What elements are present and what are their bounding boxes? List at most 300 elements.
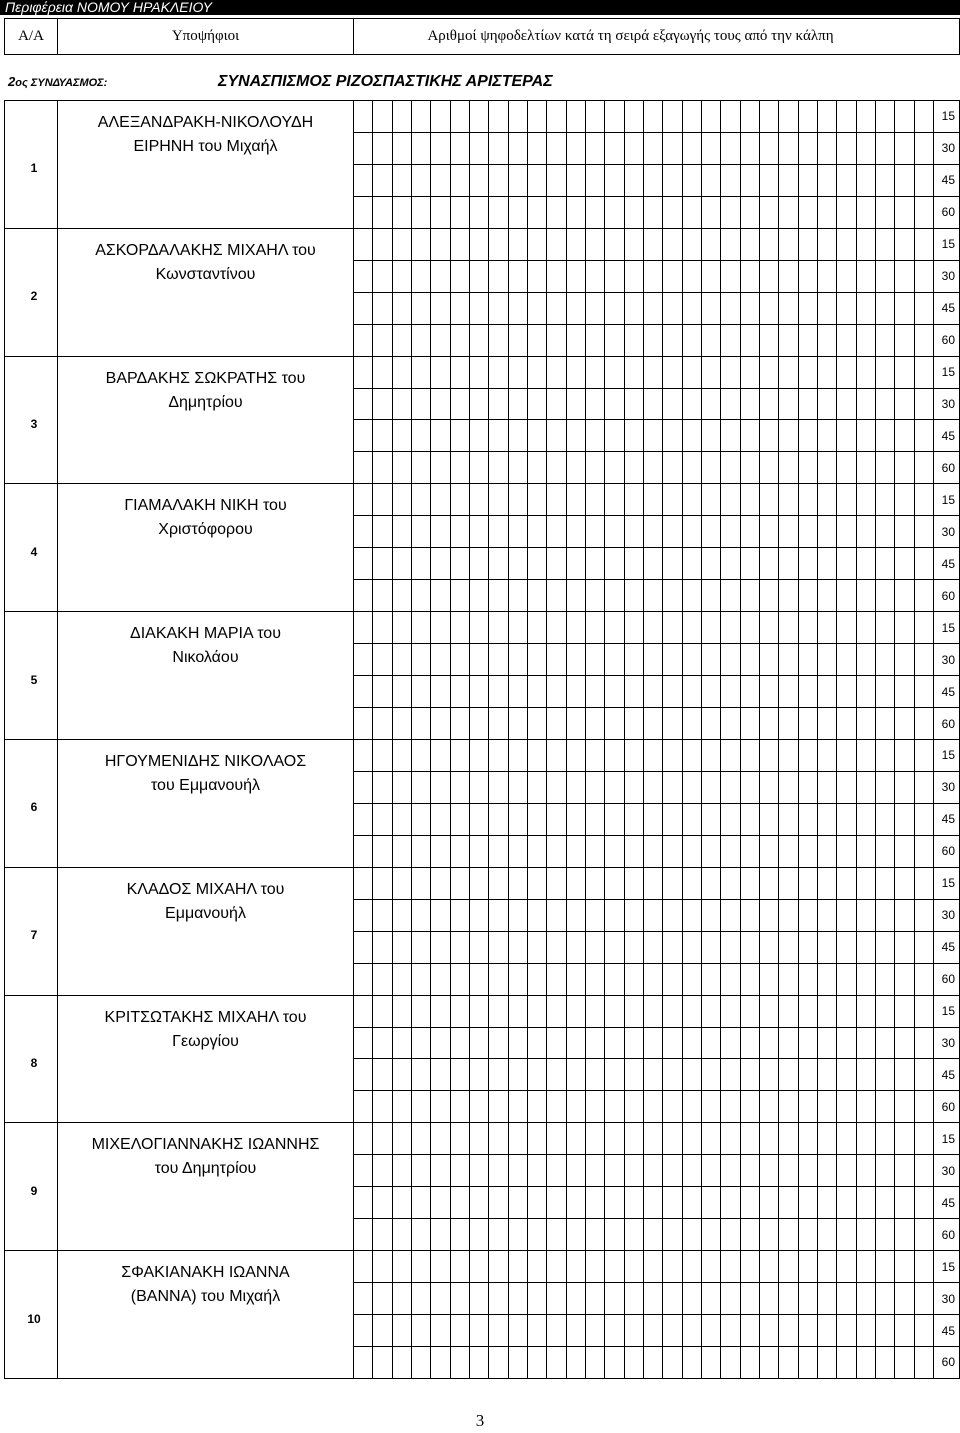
ballot-number-cell xyxy=(837,229,856,261)
ballot-number-cell xyxy=(373,452,392,484)
ballot-number-cell xyxy=(741,293,760,325)
ballot-number-cell xyxy=(567,1155,586,1187)
ballot-number-cell xyxy=(567,708,586,740)
ballot-number-cell xyxy=(702,1091,721,1123)
candidate-number: 2 xyxy=(5,229,58,357)
ballot-number-cell xyxy=(567,452,586,484)
candidate-name-line-1: ΔΙΑΚΑΚΗ ΜΑΡΙΑ του xyxy=(130,625,281,643)
coalition-ordinal-number: 2 xyxy=(8,74,16,89)
ballot-number-cell xyxy=(412,1059,431,1091)
ballot-number-cell xyxy=(915,1187,934,1219)
ballot-number-cell xyxy=(509,420,528,452)
ballot-number-cell xyxy=(625,836,644,868)
ballot-number-cell xyxy=(760,996,779,1028)
ballot-number-cell xyxy=(683,229,702,261)
ballot-number-cell xyxy=(489,1283,508,1315)
ballot-number-cell xyxy=(586,548,605,580)
ballot-number-cell xyxy=(547,293,566,325)
ballot-number-cell xyxy=(818,676,837,708)
ballot-number-cell xyxy=(373,964,392,996)
ballot-number-cell xyxy=(547,357,566,389)
ballot-number-cell xyxy=(837,1155,856,1187)
header-aa: Α/Α xyxy=(5,19,58,54)
candidate-name xyxy=(58,484,354,612)
tally-mark-label: 15 xyxy=(934,229,960,261)
ballot-number-cell xyxy=(857,293,876,325)
ballot-number-cell xyxy=(663,932,682,964)
ballot-number-cell xyxy=(915,452,934,484)
ballot-number-cell xyxy=(393,484,412,516)
ballot-number-cell xyxy=(431,133,450,165)
ballot-number-cell xyxy=(876,325,895,357)
ballot-number-cell xyxy=(509,1123,528,1155)
ballot-number-cell xyxy=(567,1219,586,1251)
candidate-name xyxy=(58,101,354,229)
ballot-number-cell xyxy=(760,293,779,325)
ballot-number-cell xyxy=(412,932,431,964)
ballot-number-cell xyxy=(605,1283,624,1315)
ballot-number-cell xyxy=(528,1283,547,1315)
ballot-number-cell xyxy=(741,452,760,484)
ballot-number-cell xyxy=(837,1251,856,1283)
ballot-number-cell xyxy=(799,740,818,772)
ballot-number-cell xyxy=(489,804,508,836)
ballot-number-cell xyxy=(605,932,624,964)
ballot-number-cell xyxy=(605,389,624,421)
ballot-number-cell xyxy=(721,101,740,133)
ballot-number-cell xyxy=(393,676,412,708)
ballot-number-cell xyxy=(354,964,373,996)
ballot-number-cell xyxy=(760,1347,779,1379)
ballot-number-cell xyxy=(683,165,702,197)
ballot-number-cell xyxy=(760,964,779,996)
ballot-number-cell xyxy=(567,836,586,868)
ballot-number-cell xyxy=(605,420,624,452)
ballot-number-cell xyxy=(605,1187,624,1219)
ballot-number-cell xyxy=(586,1091,605,1123)
ballot-number-cell xyxy=(354,1219,373,1251)
ballot-number-cell xyxy=(837,293,856,325)
ballot-number-cell xyxy=(818,452,837,484)
ballot-number-cell xyxy=(354,772,373,804)
ballot-number-cell xyxy=(760,900,779,932)
tally-mark-label: 60 xyxy=(934,964,960,996)
ballot-number-cell xyxy=(547,261,566,293)
ballot-number-cell xyxy=(431,644,450,676)
ballot-number-cell xyxy=(605,165,624,197)
ballot-number-cell xyxy=(373,1091,392,1123)
ballot-number-cell xyxy=(567,900,586,932)
ballot-number-cell xyxy=(644,580,663,612)
ballot-number-cell xyxy=(393,101,412,133)
ballot-number-cell xyxy=(760,740,779,772)
ballot-number-cell xyxy=(760,868,779,900)
ballot-number-cell xyxy=(779,1155,798,1187)
ballot-number-cell xyxy=(721,1028,740,1060)
ballot-number-cell xyxy=(799,197,818,229)
ballot-number-cell xyxy=(915,484,934,516)
ballot-number-cell xyxy=(663,293,682,325)
candidate-row xyxy=(5,1123,960,1251)
ballot-number-cell xyxy=(915,836,934,868)
ballot-number-cell xyxy=(644,1155,663,1187)
ballot-number-cell xyxy=(412,357,431,389)
ballot-number-cell xyxy=(625,612,644,644)
ballot-number-cell xyxy=(393,516,412,548)
ballot-number-cell xyxy=(412,644,431,676)
ballot-number-cell xyxy=(625,516,644,548)
ballot-number-cell xyxy=(547,548,566,580)
ballot-number-cell xyxy=(779,1315,798,1347)
ballot-number-cell xyxy=(895,964,914,996)
ballot-number-cell xyxy=(818,1028,837,1060)
ballot-number-cell xyxy=(547,836,566,868)
ballot-number-cell xyxy=(857,612,876,644)
ballot-number-cell xyxy=(354,996,373,1028)
ballot-number-cell xyxy=(547,516,566,548)
ballot-number-cell xyxy=(509,804,528,836)
ballot-number-cell xyxy=(915,804,934,836)
ballot-number-cell xyxy=(721,389,740,421)
ballot-number-cell xyxy=(373,325,392,357)
tally-mark-label: 45 xyxy=(934,548,960,580)
ballot-number-cell xyxy=(721,932,740,964)
ballot-number-cell xyxy=(605,1028,624,1060)
ballot-number-cell xyxy=(373,389,392,421)
candidate-number: 10 xyxy=(5,1251,58,1379)
candidate-number: 4 xyxy=(5,484,58,612)
ballot-number-cell xyxy=(451,325,470,357)
ballot-number-cell xyxy=(818,101,837,133)
ballot-number-cell xyxy=(644,804,663,836)
ballot-number-cell xyxy=(663,740,682,772)
ballot-number-cell xyxy=(818,772,837,804)
ballot-number-cell xyxy=(644,325,663,357)
ballot-number-cell xyxy=(489,261,508,293)
ballot-number-cell xyxy=(451,293,470,325)
ballot-number-cell xyxy=(799,325,818,357)
ballot-number-cell xyxy=(547,676,566,708)
ballot-number-cell xyxy=(857,452,876,484)
ballot-number-cell xyxy=(393,996,412,1028)
ballot-number-cell xyxy=(876,548,895,580)
ballot-number-cell xyxy=(528,1091,547,1123)
ballot-number-cell xyxy=(625,357,644,389)
ballot-number-cell xyxy=(509,516,528,548)
ballot-number-cell xyxy=(876,420,895,452)
ballot-number-cell xyxy=(431,1315,450,1347)
ballot-number-cell xyxy=(431,900,450,932)
ballot-number-cell xyxy=(895,1091,914,1123)
ballot-number-cell xyxy=(876,932,895,964)
ballot-number-cell xyxy=(354,1251,373,1283)
ballot-number-cell xyxy=(489,548,508,580)
ballot-number-cell xyxy=(721,804,740,836)
ballot-number-cell xyxy=(895,389,914,421)
ballot-number-cell xyxy=(547,1155,566,1187)
ballot-number-cell xyxy=(509,996,528,1028)
ballot-number-cell xyxy=(895,420,914,452)
ballot-number-cell xyxy=(683,1347,702,1379)
ballot-number-cell xyxy=(837,612,856,644)
ballot-number-cell xyxy=(528,420,547,452)
ballot-number-cell xyxy=(915,708,934,740)
ballot-number-cell xyxy=(625,1028,644,1060)
ballot-number-cell xyxy=(702,804,721,836)
ballot-number-cell xyxy=(489,420,508,452)
candidate-row xyxy=(5,1251,960,1379)
tally-mark-label: 15 xyxy=(934,868,960,900)
ballot-number-cell xyxy=(779,612,798,644)
candidate-name-line-1: ΣΦΑΚΙΑΝΑΚΗ ΙΩΑΝΝΑ xyxy=(121,1264,290,1282)
ballot-number-cell xyxy=(393,644,412,676)
ballot-number-cell xyxy=(586,964,605,996)
ballot-number-cell xyxy=(586,580,605,612)
ballot-number-cell xyxy=(528,868,547,900)
ballot-number-cell xyxy=(470,900,489,932)
ballot-number-cell xyxy=(857,1251,876,1283)
coalition-name: ΣΥΝΑΣΠΙΣΜΟΣ ΡΙΖΟΣΠΑΣΤΙΚΗΣ ΑΡΙΣΤΕΡΑΣ xyxy=(218,73,553,90)
ballot-number-cell xyxy=(547,229,566,261)
ballot-number-cell xyxy=(431,165,450,197)
ballot-number-cell xyxy=(779,420,798,452)
ballot-number-cell xyxy=(876,868,895,900)
ballot-number-cell xyxy=(605,1251,624,1283)
ballot-number-cell xyxy=(451,516,470,548)
ballot-number-cell xyxy=(605,964,624,996)
ballot-number-cell xyxy=(702,1059,721,1091)
ballot-number-cell xyxy=(509,484,528,516)
ballot-number-cell xyxy=(586,1059,605,1091)
ballot-number-cell xyxy=(373,644,392,676)
ballot-number-cell xyxy=(625,580,644,612)
ballot-number-cell xyxy=(837,996,856,1028)
ballot-number-cell xyxy=(876,452,895,484)
ballot-number-cell xyxy=(721,293,740,325)
ballot-number-cell xyxy=(451,133,470,165)
ballot-number-cell xyxy=(354,357,373,389)
ballot-number-cell xyxy=(431,740,450,772)
ballot-number-cell xyxy=(451,1315,470,1347)
ballot-number-cell xyxy=(895,804,914,836)
ballot-number-cell xyxy=(702,516,721,548)
ballot-number-cell xyxy=(876,1028,895,1060)
ballot-number-cell xyxy=(895,1283,914,1315)
ballot-number-cell xyxy=(683,676,702,708)
ballot-number-cell xyxy=(760,676,779,708)
ballot-number-cell xyxy=(489,676,508,708)
ballot-number-cell xyxy=(547,996,566,1028)
tally-mark-label: 30 xyxy=(934,389,960,421)
tally-mark-label: 30 xyxy=(934,1028,960,1060)
ballot-number-cell xyxy=(393,708,412,740)
ballot-number-cell xyxy=(876,1315,895,1347)
ballot-number-cell xyxy=(741,197,760,229)
ballot-number-cell xyxy=(876,133,895,165)
ballot-number-cell xyxy=(741,804,760,836)
ballot-number-cell xyxy=(451,1155,470,1187)
ballot-number-cell xyxy=(451,389,470,421)
ballot-number-cell xyxy=(625,1187,644,1219)
ballot-number-cell xyxy=(799,612,818,644)
ballot-number-cell xyxy=(857,133,876,165)
ballot-number-cell xyxy=(895,516,914,548)
ballot-number-cell xyxy=(470,996,489,1028)
ballot-number-cell xyxy=(605,708,624,740)
ballot-number-cell xyxy=(818,1283,837,1315)
ballot-number-cell xyxy=(354,389,373,421)
ballot-number-cell xyxy=(528,644,547,676)
ballot-number-cell xyxy=(412,229,431,261)
ballot-number-cell xyxy=(586,1219,605,1251)
ballot-number-cell xyxy=(818,612,837,644)
ballot-number-cell xyxy=(431,580,450,612)
ballot-number-cell xyxy=(857,165,876,197)
ballot-number-cell xyxy=(915,548,934,580)
ballot-number-cell xyxy=(837,1187,856,1219)
ballot-number-cell xyxy=(547,1091,566,1123)
ballot-number-cell xyxy=(451,868,470,900)
ballot-number-cell xyxy=(915,1219,934,1251)
ballot-number-cell xyxy=(683,1028,702,1060)
ballot-number-cell xyxy=(721,900,740,932)
ballot-number-cell xyxy=(509,357,528,389)
ballot-number-cell xyxy=(895,580,914,612)
ballot-number-cell xyxy=(625,868,644,900)
ballot-number-cell xyxy=(412,964,431,996)
ballot-number-cell xyxy=(818,357,837,389)
ballot-number-cell xyxy=(779,836,798,868)
ballot-number-cell xyxy=(547,708,566,740)
tally-mark-label: 15 xyxy=(934,484,960,516)
ballot-number-cell xyxy=(567,612,586,644)
ballot-number-cell xyxy=(393,740,412,772)
ballot-number-cell xyxy=(354,516,373,548)
ballot-number-cell xyxy=(741,836,760,868)
ballot-number-cell xyxy=(915,293,934,325)
ballot-number-cell xyxy=(489,1315,508,1347)
ballot-number-cell xyxy=(683,484,702,516)
ballot-number-cell xyxy=(721,1091,740,1123)
ballot-number-cell xyxy=(760,1187,779,1219)
ballot-number-cell xyxy=(470,133,489,165)
ballot-number-cell xyxy=(509,1283,528,1315)
ballot-number-cell xyxy=(683,1155,702,1187)
ballot-number-cell xyxy=(470,1251,489,1283)
ballot-number-cell xyxy=(818,548,837,580)
ballot-number-cell xyxy=(586,1155,605,1187)
ballot-number-cell xyxy=(818,836,837,868)
ballot-number-cell xyxy=(663,1283,682,1315)
ballot-number-cell xyxy=(741,1187,760,1219)
ballot-number-cell xyxy=(818,932,837,964)
ballot-number-cell xyxy=(683,1059,702,1091)
ballot-number-cell xyxy=(509,676,528,708)
ballot-number-cell xyxy=(915,357,934,389)
ballot-number-cell xyxy=(373,261,392,293)
ballot-number-cell xyxy=(741,740,760,772)
region-title: Περιφέρεια ΝΟΜΟΥ ΗΡΑΚΛΕΙΟΥ xyxy=(5,0,213,15)
ballot-number-cell xyxy=(818,868,837,900)
ballot-number-cell xyxy=(393,452,412,484)
ballot-number-cell xyxy=(470,1283,489,1315)
ballot-number-cell xyxy=(799,389,818,421)
ballot-number-cell xyxy=(702,197,721,229)
ballot-number-cell xyxy=(895,740,914,772)
ballot-number-cell xyxy=(489,1123,508,1155)
tally-mark-label: 15 xyxy=(934,612,960,644)
ballot-number-cell xyxy=(528,197,547,229)
ballot-number-cell xyxy=(663,452,682,484)
tally-mark-label: 60 xyxy=(934,197,960,229)
ballot-number-cell xyxy=(721,708,740,740)
ballot-number-cell xyxy=(799,836,818,868)
ballot-number-cell xyxy=(799,1123,818,1155)
ballot-number-cell xyxy=(373,197,392,229)
ballot-number-cell xyxy=(586,836,605,868)
ballot-number-cell xyxy=(547,1283,566,1315)
tally-mark-label: 15 xyxy=(934,996,960,1028)
ballot-number-cell xyxy=(760,708,779,740)
ballot-number-cell xyxy=(489,740,508,772)
ballot-number-cell xyxy=(605,644,624,676)
ballot-number-cell xyxy=(799,516,818,548)
ballot-number-cell xyxy=(663,484,682,516)
ballot-number-cell xyxy=(393,1315,412,1347)
ballot-number-cell xyxy=(373,612,392,644)
ballot-number-cell xyxy=(876,1283,895,1315)
ballot-number-cell xyxy=(895,229,914,261)
ballot-number-cell xyxy=(470,261,489,293)
ballot-number-cell xyxy=(779,133,798,165)
ballot-number-cell xyxy=(895,133,914,165)
ballot-number-cell xyxy=(528,548,547,580)
ballot-number-cell xyxy=(373,900,392,932)
ballot-number-cell xyxy=(857,1315,876,1347)
ballot-number-cell xyxy=(857,708,876,740)
ballot-number-cell xyxy=(373,484,392,516)
ballot-number-cell xyxy=(644,1219,663,1251)
ballot-number-cell xyxy=(644,101,663,133)
ballot-number-cell xyxy=(799,932,818,964)
ballot-number-cell xyxy=(470,1091,489,1123)
ballot-number-cell xyxy=(760,932,779,964)
ballot-number-cell xyxy=(644,708,663,740)
ballot-number-cell xyxy=(799,644,818,676)
ballot-number-cell xyxy=(509,229,528,261)
ballot-number-cell xyxy=(683,197,702,229)
ballot-number-cell xyxy=(431,197,450,229)
ballot-number-cell xyxy=(857,197,876,229)
tally-mark-label: 45 xyxy=(934,293,960,325)
tally-mark-label: 60 xyxy=(934,452,960,484)
ballot-number-cell xyxy=(393,293,412,325)
ballot-number-cell xyxy=(625,548,644,580)
ballot-number-cell xyxy=(528,389,547,421)
ballot-number-cell xyxy=(760,516,779,548)
candidate-name xyxy=(58,612,354,740)
ballot-number-cell xyxy=(625,293,644,325)
ballot-number-cell xyxy=(683,452,702,484)
ballot-number-cell xyxy=(876,101,895,133)
ballot-number-cell xyxy=(741,644,760,676)
ballot-number-cell xyxy=(509,964,528,996)
ballot-number-cell xyxy=(721,1315,740,1347)
ballot-number-cell xyxy=(470,420,489,452)
ballot-number-cell xyxy=(837,708,856,740)
ballot-number-cell xyxy=(683,325,702,357)
ballot-number-cell xyxy=(354,804,373,836)
